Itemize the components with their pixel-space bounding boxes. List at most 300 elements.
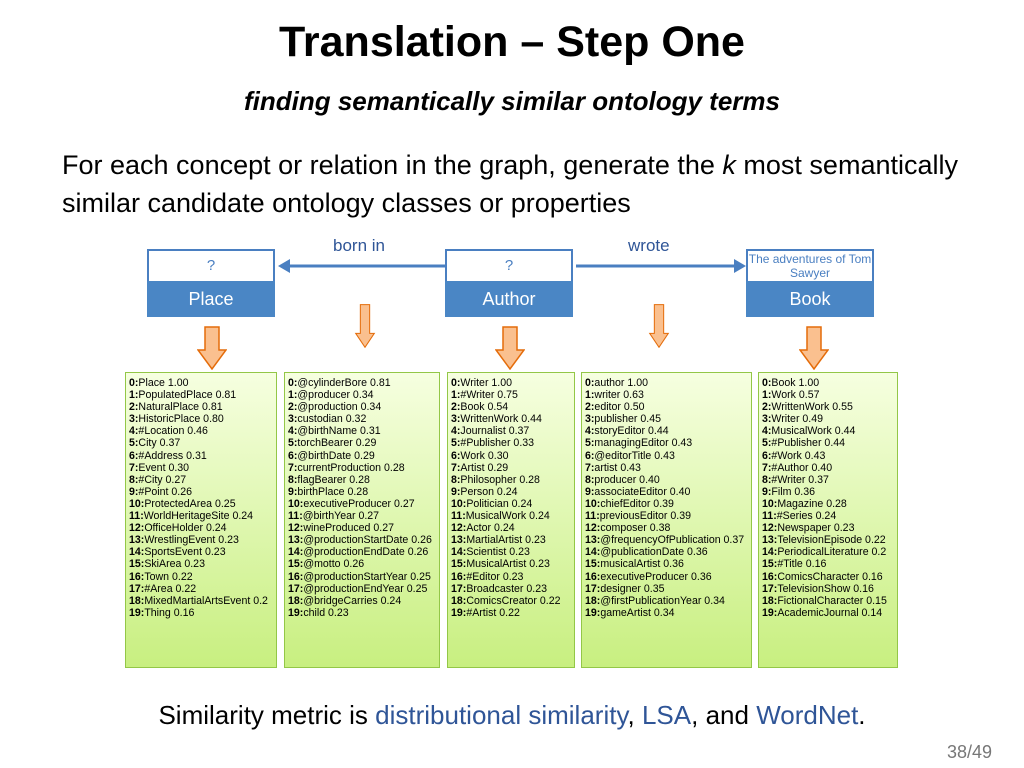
candidate-term: @bridgeCarries 0.24: [303, 594, 402, 607]
candidate-rank: 11:: [762, 510, 777, 523]
candidate-list-born-in: [284, 372, 440, 668]
candidate-row: [288, 558, 436, 570]
candidate-rank: 19:: [129, 606, 145, 619]
candidate-row: [288, 474, 436, 486]
candidate-rank: 0:: [585, 377, 595, 389]
candidate-rank: 2:: [585, 401, 595, 414]
candidate-row: [451, 607, 571, 619]
candidate-term: designer 0.35: [600, 582, 665, 595]
candidate-term: Book 0.54: [460, 401, 509, 414]
candidate-row: [288, 450, 436, 462]
candidate-term: ComicsCreator 0.22: [466, 594, 561, 607]
candidate-rank: 4:: [288, 425, 298, 438]
candidate-rank: 18:: [585, 594, 601, 607]
node-author: [445, 249, 573, 317]
candidate-rank: 3:: [585, 413, 595, 426]
node-book-value: The adventures of Tom Sawyer: [746, 249, 874, 281]
candidate-term: Journalist 0.37: [460, 425, 530, 438]
candidate-row: [762, 522, 894, 534]
candidate-term: WrestlingEvent 0.23: [144, 534, 239, 547]
candidate-rank: 3:: [288, 413, 298, 426]
candidate-term: Book 1.00: [771, 377, 820, 389]
candidate-term: #Writer 0.75: [460, 389, 518, 402]
candidate-term: MartialArtist 0.23: [466, 534, 546, 547]
page-number: 38/49: [946, 742, 992, 762]
candidate-term: WrittenWork 0.44: [460, 413, 542, 426]
candidate-row: [288, 498, 436, 510]
candidate-term: TelevisionEpisode 0.22: [777, 534, 886, 547]
candidate-term: MixedMartialArtsEvent 0.2: [144, 594, 268, 607]
candidate-row: [288, 389, 436, 401]
candidate-rank: 10:: [451, 497, 467, 510]
candidate-term: Person 0.24: [460, 485, 518, 498]
candidate-term: composer 0.38: [600, 522, 671, 535]
candidate-rank: 6:: [451, 449, 461, 462]
candidate-rank: 10:: [585, 497, 601, 510]
candidate-term: Newspaper 0.23: [777, 522, 855, 535]
candidate-term: Actor 0.24: [466, 522, 515, 535]
candidate-term: MusicalWork 0.44: [771, 425, 856, 438]
candidate-row: [129, 583, 273, 595]
body-paragraph: [62, 146, 982, 222]
candidate-row: [762, 558, 894, 570]
candidate-rank: 10:: [762, 497, 778, 510]
candidate-term: TelevisionShow 0.16: [777, 582, 874, 595]
candidate-rank: 15:: [288, 558, 304, 571]
candidate-row: [451, 498, 571, 510]
candidate-rank: 17:: [762, 582, 778, 595]
candidate-term: associateEditor 0.40: [594, 485, 691, 498]
candidate-term: birthPlace 0.28: [297, 485, 369, 498]
edge-wrote: [576, 259, 746, 273]
candidate-term: WorldHeritageSite 0.24: [143, 510, 254, 523]
candidate-term: @publicationDate 0.36: [600, 546, 708, 559]
candidate-row: [585, 450, 748, 462]
candidate-row: [585, 534, 748, 546]
candidate-rank: 18:: [762, 594, 778, 607]
candidate-row: [129, 571, 273, 583]
candidate-rank: 6:: [129, 449, 139, 462]
candidate-row: [585, 437, 748, 449]
candidate-term: ProtectedArea 0.25: [144, 497, 236, 510]
candidate-row: [288, 462, 436, 474]
candidate-rank: 16:: [129, 570, 145, 583]
candidate-row: [451, 522, 571, 534]
candidate-row: [129, 522, 273, 534]
candidate-term: @frequencyOfPublication 0.37: [600, 534, 745, 547]
candidate-rank: 13:: [288, 534, 304, 547]
candidate-rank: 0:: [762, 377, 772, 389]
candidate-row: [451, 462, 571, 474]
candidate-row: [762, 437, 894, 449]
candidate-term: SkiArea 0.23: [144, 558, 205, 571]
candidate-row: [451, 595, 571, 607]
candidate-row: [585, 425, 748, 437]
candidate-list-author: [447, 372, 575, 668]
candidate-term: Artist 0.29: [460, 461, 509, 474]
candidate-rank: 19:: [585, 606, 601, 619]
candidate-row: [288, 534, 436, 546]
candidate-rank: 6:: [585, 449, 595, 462]
candidate-term: Politician 0.24: [466, 497, 533, 510]
candidate-rank: 5:: [762, 437, 772, 450]
candidate-rank: 18:: [288, 594, 304, 607]
candidate-row: [585, 474, 748, 486]
candidate-term: child 0.23: [303, 606, 349, 619]
candidate-rank: 15:: [585, 558, 601, 571]
candidate-term: Broadcaster 0.23: [466, 582, 547, 595]
candidate-row: [451, 583, 571, 595]
candidate-list-place: [125, 372, 277, 668]
footer-term-wordnet: WordNet: [756, 700, 859, 730]
candidate-term: @productionEndDate 0.26: [303, 546, 429, 559]
candidate-row: [585, 413, 748, 425]
node-author-value: ?: [445, 249, 573, 281]
candidate-row: [585, 462, 748, 474]
candidate-rank: 1:: [129, 389, 139, 402]
candidate-term: NaturalPlace 0.81: [138, 401, 223, 414]
candidate-rank: 4:: [585, 425, 595, 438]
candidate-row: [585, 389, 748, 401]
candidate-row: [451, 437, 571, 449]
candidate-term: torchBearer 0.29: [297, 437, 377, 450]
candidate-rank: 9:: [585, 485, 595, 498]
candidate-term: @birthName 0.31: [297, 425, 381, 438]
candidate-list-book: [758, 372, 898, 668]
candidate-term: Work 0.30: [460, 449, 509, 462]
candidate-term: publisher 0.45: [594, 413, 661, 426]
candidate-row: [129, 546, 273, 558]
candidate-term: OfficeHolder 0.24: [144, 522, 227, 535]
candidate-rank: 8:: [288, 473, 298, 486]
candidate-rank: 9:: [129, 485, 139, 498]
candidate-row: [585, 522, 748, 534]
node-place-value: ?: [147, 249, 275, 281]
candidate-row: [129, 607, 273, 619]
down-arrow-icon: [197, 326, 227, 370]
candidate-row: [762, 401, 894, 413]
candidate-rank: 7:: [585, 461, 595, 474]
candidate-row: [451, 571, 571, 583]
candidate-term: PopulatedPlace 0.81: [138, 389, 237, 402]
candidate-rank: 2:: [762, 401, 772, 414]
footer-text: [0, 700, 1024, 731]
candidate-term: Writer 1.00: [460, 377, 513, 389]
candidate-term: HistoricPlace 0.80: [138, 413, 224, 426]
candidate-term: MusicalWork 0.24: [465, 510, 550, 523]
candidate-row: [129, 486, 273, 498]
candidate-term: #Writer 0.37: [771, 473, 829, 486]
candidate-term: @producer 0.34: [297, 389, 374, 402]
candidate-rank: 8:: [585, 473, 595, 486]
candidate-row: [129, 450, 273, 462]
candidate-row: [762, 450, 894, 462]
candidate-row: [451, 510, 571, 522]
candidate-term: #Area 0.22: [144, 582, 197, 595]
candidate-rank: 1:: [288, 389, 298, 402]
candidate-term: MusicalArtist 0.23: [466, 558, 550, 571]
candidate-rank: 13:: [585, 534, 601, 547]
candidate-row: [451, 534, 571, 546]
candidate-rank: 18:: [129, 594, 145, 607]
candidate-term: custodian 0.32: [297, 413, 367, 426]
candidate-term: @motto 0.26: [303, 558, 365, 571]
candidate-rank: 14:: [451, 546, 467, 559]
candidate-rank: 19:: [288, 606, 304, 619]
candidate-list-wrote: [581, 372, 752, 668]
candidate-row: [451, 474, 571, 486]
candidate-rank: 12:: [451, 522, 467, 535]
candidate-row: [288, 413, 436, 425]
candidate-row: [585, 607, 748, 619]
candidate-rank: 12:: [129, 522, 145, 535]
candidate-rank: 13:: [762, 534, 778, 547]
candidate-rank: 7:: [451, 461, 461, 474]
candidate-row: [451, 450, 571, 462]
edge-label-born-in: born in: [333, 236, 385, 255]
candidate-term: PeriodicalLiterature 0.2: [777, 546, 887, 559]
slide-subtitle: finding semantically similar ontology terms: [243, 86, 780, 116]
candidate-term: WrittenWork 0.55: [771, 401, 853, 414]
candidate-row: [762, 571, 894, 583]
candidate-rank: 7:: [762, 461, 772, 474]
candidate-rank: 12:: [585, 522, 601, 535]
candidate-row: [451, 389, 571, 401]
candidate-term: #Artist 0.22: [466, 606, 520, 619]
down-arrow-icon: [350, 304, 380, 348]
node-place: [147, 249, 275, 317]
candidate-row: [762, 583, 894, 595]
candidate-row: [585, 510, 748, 522]
candidate-row: [451, 546, 571, 558]
candidate-row: [762, 389, 894, 401]
down-arrow-icon: [495, 326, 525, 370]
candidate-row: [762, 510, 894, 522]
candidate-rank: 10:: [288, 497, 304, 510]
candidate-rank: 2:: [129, 401, 139, 414]
candidate-term: gameArtist 0.34: [600, 606, 675, 619]
candidate-rank: 14:: [129, 546, 145, 559]
candidate-row: [762, 607, 894, 619]
candidate-rank: 5:: [451, 437, 461, 450]
candidate-rank: 13:: [451, 534, 467, 547]
footer-sep-2: , and: [691, 700, 757, 730]
candidate-rank: 4:: [762, 425, 772, 438]
candidate-rank: 11:: [451, 510, 466, 523]
candidate-term: #Author 0.40: [771, 461, 833, 474]
candidate-term: executiveProducer 0.36: [600, 570, 712, 583]
candidate-row: [288, 425, 436, 437]
candidate-rank: 1:: [451, 389, 461, 402]
candidate-term: #Location 0.46: [138, 425, 208, 438]
candidate-row: [129, 401, 273, 413]
candidate-rank: 11:: [585, 510, 600, 523]
candidate-term: musicalArtist 0.36: [600, 558, 684, 571]
edge-label-wrote: wrote: [628, 236, 670, 255]
candidate-rank: 19:: [451, 606, 467, 619]
candidate-rank: 7:: [129, 461, 139, 474]
candidate-row: [129, 595, 273, 607]
candidate-row: [129, 389, 273, 401]
candidate-term: Scientist 0.23: [466, 546, 530, 559]
candidate-term: @firstPublicationYear 0.34: [600, 594, 725, 607]
candidate-row: [762, 425, 894, 437]
candidate-row: [451, 486, 571, 498]
footer-sep-1: ,: [627, 700, 642, 730]
candidate-row: [585, 558, 748, 570]
candidate-rank: 5:: [585, 437, 595, 450]
candidate-term: Town 0.22: [144, 570, 193, 583]
candidate-term: City 0.37: [138, 437, 181, 450]
candidate-row: [129, 377, 273, 389]
candidate-rank: 8:: [451, 473, 461, 486]
candidate-rank: 10:: [129, 497, 145, 510]
candidate-row: [288, 583, 436, 595]
candidate-row: [585, 377, 748, 389]
footer-term-lsa: LSA: [641, 700, 692, 730]
candidate-term: Philosopher 0.28: [460, 473, 540, 486]
candidate-row: [129, 413, 273, 425]
candidate-rank: 5:: [288, 437, 298, 450]
candidate-rank: 0:: [288, 377, 298, 389]
candidate-rank: 16:: [451, 570, 467, 583]
candidate-rank: 4:: [451, 425, 461, 438]
candidate-row: [585, 571, 748, 583]
candidate-row: [762, 474, 894, 486]
candidate-row: [129, 498, 273, 510]
candidate-term: @productionStartDate 0.26: [303, 534, 432, 547]
candidate-rank: 13:: [129, 534, 145, 547]
candidate-rank: 15:: [451, 558, 467, 571]
candidate-row: [288, 546, 436, 558]
candidate-rank: 2:: [451, 401, 461, 414]
candidate-rank: 9:: [451, 485, 461, 498]
edge-born-in: [278, 259, 448, 273]
candidate-row: [129, 425, 273, 437]
candidate-term: #Editor 0.23: [466, 570, 524, 583]
candidate-rank: 8:: [129, 473, 139, 486]
candidate-row: [762, 498, 894, 510]
candidate-row: [288, 571, 436, 583]
candidate-row: [129, 474, 273, 486]
candidate-term: Event 0.30: [138, 461, 190, 474]
node-book-label: Book: [746, 281, 874, 317]
candidate-term: executiveProducer 0.27: [303, 497, 415, 510]
candidate-row: [288, 522, 436, 534]
candidate-term: #Address 0.31: [138, 449, 207, 462]
candidate-term: Place 1.00: [138, 377, 189, 389]
candidate-term: #Work 0.43: [771, 449, 826, 462]
candidate-term: Writer 0.49: [771, 413, 824, 426]
candidate-rank: 2:: [288, 401, 298, 414]
candidate-term: previousEditor 0.39: [599, 510, 692, 523]
candidate-rank: 4:: [129, 425, 139, 438]
candidate-term: managingEditor 0.43: [594, 437, 693, 450]
candidate-term: producer 0.40: [594, 473, 660, 486]
candidate-rank: 6:: [288, 449, 298, 462]
candidate-term: chiefEditor 0.39: [600, 497, 674, 510]
candidate-row: [585, 401, 748, 413]
candidate-row: [129, 510, 273, 522]
candidate-row: [288, 486, 436, 498]
candidate-rank: 11:: [129, 510, 144, 523]
body-text-part2: most semantically similar candidate ontology classes or properties: [62, 150, 958, 218]
body-k: k: [722, 150, 736, 180]
candidate-row: [762, 462, 894, 474]
candidate-row: [585, 546, 748, 558]
candidate-row: [288, 607, 436, 619]
candidate-term: writer 0.63: [594, 389, 644, 402]
candidate-row: [762, 413, 894, 425]
footer-prefix: Similarity metric is: [158, 700, 376, 730]
candidate-rank: 8:: [762, 473, 772, 486]
candidate-rank: 17:: [585, 582, 601, 595]
candidate-term: #Point 0.26: [138, 485, 193, 498]
candidate-row: [288, 510, 436, 522]
candidate-row: [762, 595, 894, 607]
candidate-term: AcademicJournal 0.14: [777, 606, 883, 619]
candidate-rank: 0:: [451, 377, 461, 389]
candidate-row: [129, 534, 273, 546]
candidate-term: #Series 0.24: [776, 510, 837, 523]
candidate-row: [451, 413, 571, 425]
candidate-row: [585, 583, 748, 595]
candidate-row: [762, 377, 894, 389]
candidate-row: [129, 558, 273, 570]
candidate-row: [585, 486, 748, 498]
candidate-term: editor 0.50: [594, 401, 645, 414]
candidate-rank: 17:: [451, 582, 467, 595]
candidate-term: #Publisher 0.33: [460, 437, 535, 450]
candidate-term: flagBearer 0.28: [297, 473, 370, 486]
candidate-row: [762, 534, 894, 546]
candidate-rank: 7:: [288, 461, 298, 474]
candidate-rank: 18:: [451, 594, 467, 607]
candidate-term: @cylinderBore 0.81: [297, 377, 391, 389]
candidate-rank: 16:: [762, 570, 778, 583]
candidate-term: Work 0.57: [771, 389, 820, 402]
candidate-rank: 15:: [762, 558, 778, 571]
candidate-rank: 9:: [288, 485, 298, 498]
candidate-rank: 16:: [288, 570, 304, 583]
candidate-term: Thing 0.16: [144, 606, 195, 619]
candidate-row: [288, 437, 436, 449]
candidate-term: currentProduction 0.28: [297, 461, 405, 474]
candidate-row: [288, 595, 436, 607]
candidate-row: [451, 401, 571, 413]
candidate-term: Magazine 0.28: [777, 497, 847, 510]
candidate-rank: 14:: [288, 546, 304, 559]
candidate-rank: 3:: [451, 413, 461, 426]
candidate-term: @production 0.34: [297, 401, 382, 414]
candidate-term: storyEditor 0.44: [594, 425, 669, 438]
candidate-rank: 16:: [585, 570, 601, 583]
candidate-term: author 1.00: [594, 377, 649, 389]
candidate-row: [451, 425, 571, 437]
candidate-term: #Publisher 0.44: [771, 437, 846, 450]
candidate-rank: 0:: [129, 377, 139, 389]
candidate-row: [762, 546, 894, 558]
candidate-term: ComicsCharacter 0.16: [777, 570, 883, 583]
candidate-row: [288, 377, 436, 389]
candidate-row: [451, 377, 571, 389]
candidate-term: wineProduced 0.27: [303, 522, 395, 535]
candidate-term: #Title 0.16: [777, 558, 827, 571]
candidate-term: Film 0.36: [771, 485, 815, 498]
candidate-row: [451, 558, 571, 570]
candidate-row: [585, 595, 748, 607]
body-text-part1: For each concept or relation in the graph, generate the: [62, 150, 723, 180]
